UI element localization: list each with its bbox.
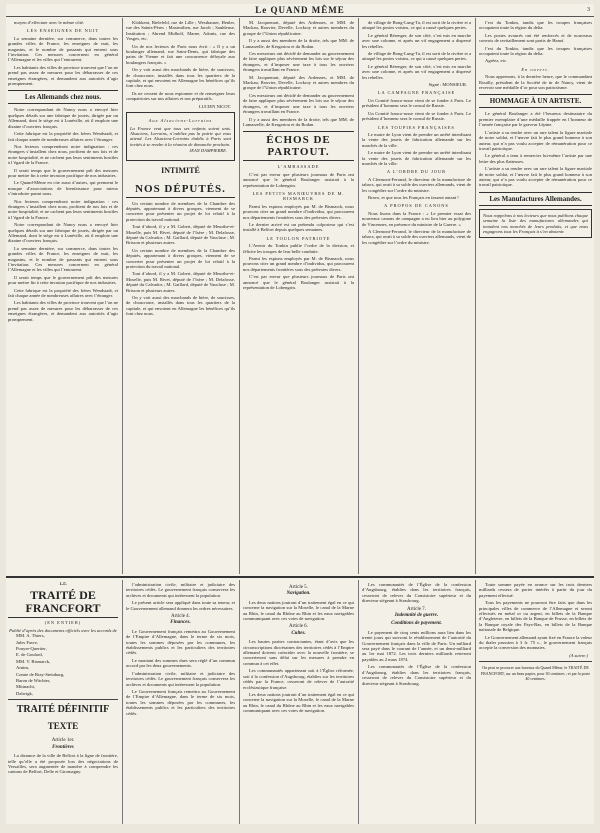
article-paragraph: l’est du Tonkin, tandis que les troupes françaises occupaient toute la région du delta. [479,20,592,31]
headline-deputes: NOS DÉPUTÉS. [126,181,235,198]
article-paragraph: de village de Bong-Lung-Ta, il est sorti de la rivière et a attaqué les postes voisins, ce qui a causé quelques pertes. [362,20,471,31]
article-paragraph: M. Jacquemart, député des Ardennes, et MM. de Mackau, Rouvier, Develle, Lockroy et autres membres du groupe de l’Union républicaine. [243,20,354,36]
column-4 [362,20,471,572]
article-paragraph: Ils ne cessent de nous espionner et de renseigner leurs compatriotes sur nos affaires et nos préparatifs. [126,90,235,102]
article-paragraph: Parmi les espions employés par M. de Bismarck, nous pouvons citer un grand nombre d’individus, qui parcourent nos départements frontières sous des prétextes divers. [243,256,354,272]
article-paragraph: Agréez, etc. [485,58,508,64]
article-paragraph: Les hautes parties contractantes, étant d’avis que les circonscriptions diocésaines des territoires cédés à l’Empire allemand doivent coïncider avec la nouvelle frontière, se concerteront sans délai sur les mesures à prendre en commun à cet effet. [243,639,354,666]
section-subhead: En ouvert. [521,66,550,72]
treaty-column-2 [126,582,235,822]
column-divider [122,580,123,824]
article-paragraph: Cette fabrique est la propriété des frères Wendstadt, et fait chaque année de nombreuses affaires avec l’étranger. [8,131,118,142]
article-paragraph: Un Comité franco-russe vient de se fonder à Paris. Le président d’honneur sera le consul de Russie. [362,110,471,122]
article-paragraph: Les habitants des villes de province trouvent que l’on ne prend pas assez de mesures pour les débarrasser de ces enseignes étrangères, et demandent aux autorités d’agir promptement. [8,300,118,322]
treaty-column [8,582,118,822]
purchase-note: On peut se procurer aux bureaux du Quand Même, le TRAITÉ DE FRANCFORT, sur un beau papier, pour 30 centimes ; et par la poste 40 centimes. [480,665,591,682]
column-1 [8,20,118,572]
page-number: 3 [587,7,590,13]
column-divider [239,18,240,574]
article-paragraph: La distance de la ville de Belfort à la ligne de frontière, telle qu’elle a été proposée lors des négociations de Versailles, sera augmentée de manière à comprendre les cantons de Belfort, Delle et Giromagny. [8,753,118,775]
column-3 [243,20,354,572]
article-paragraph: Il y a aussi des membres de la droite, tels que MM. de Lamarzelle, de Kergariou et du Bodan. [243,38,354,49]
notice-box [126,112,235,160]
section-subhead: LES TOUPIES FRANÇAISES [378,124,455,130]
article-paragraph: Klokkeni, Bielefeld, rue de Lille ; Westhauser, Henler, rue des Saints-Pères ; Maximilien, rue Jacob ; Sauhleuse, Institution ; Ahrend Midholf, Marne, Adonis, rue des Vosges, etc. [126,20,235,42]
treaty-column-3 [243,582,354,822]
article-paragraph: Le Quand-Même en cite aussi d’autres, qui prennent le masque d’associations de bienfaisance pour mieux s’introduire parmi nous. [8,180,118,197]
treaty-le: LE [59,582,67,587]
article-paragraph: l’administration civile, militaire et judiciaire des territoires cédés. Le gouvernement français conservera les archives et documents qui intéressent la population. [126,670,235,687]
headline-hommage: HOMMAGE À UN ARTISTE. [479,94,592,108]
article-number: Article 1er. [51,738,75,744]
article-paragraph: Le maire de Lyon vient de prendre un arrêté interdisant la vente des jouets de fabrication allemande sur les marchés de la ville. [362,150,471,166]
article-paragraph: On y voit aussi des marchands de bière, de saucisses, de choucroute, installés dans tous les quartiers de la capitale, et qui envoient en Allemagne les bénéfices qu’ils font chez nous. [126,295,235,317]
article-paragraph: Le Gouvernement français remettra au Gouvernement de l’Empire d’Allemagne, dans le terme de six mois, toutes les sommes déposées par les communes, les établissements publics et les particuliers des territoires cédés. [126,688,235,716]
article-paragraph: L’artiste a su rendre avec un rare talent la figure martiale de notre soldat, et l’œuvre fait le plus grand honneur à son auteur, qui n’a pas voulu accepter de rémunération pour ce travail patriotique. [479,166,592,188]
column-divider [475,580,476,824]
article-number: Article 6. [289,624,308,630]
article-paragraph: Les deux nations jouiront d’un traitement égal en ce qui concerne la navigation sur la Moselle, le canal de la Marne au Rhin, le canal du Rhône au Rhin et les eaux navigables communiquant avec ces voies de navigation. [243,599,354,622]
article-paragraph: L’Avenir du Tonkin publie l’ordre de la division, et félicite les troupes de leur belle conduite. [243,243,354,254]
article-paragraph: Un certain nombre de membres de la Chambre des députés, appartenant à divers groupes, viennent de se concerter pour présenter un projet de loi relatif à la protection du travail national. [126,247,235,269]
article-paragraph: Tout d’abord, il y a M. Gobert, député de Meurthe-et-Moselle, puis M. Rivet, député de l’Isère ; M. Delafosse, député du Calvados ; M. Gaillard, député de Vaucluse ; M. Brisson et plusieurs autres. [126,224,235,246]
article-paragraph: Il serait temps que le gouvernement prît des mesures pour mettre fin à cette invasion pacifique de nos industries. [8,167,118,178]
section-subhead: LES ENSEIGNES DE NUIT [26,28,100,34]
article-paragraph: Un certain nombre de membres de la Chambre des députés, appartenant à divers groupes, viennent de se concerter pour présenter un projet de loi relatif à la protection du travail national. [126,200,235,222]
article-paragraph: Les communautés appartenant soit à l’Église réformée, soit à la confession d’Augsbourg, établies sur les territoires cédés par la France, cesseront de relever de l’autorité ecclésiastique française. [243,668,354,690]
article-paragraph: M. Jacquemart, député des Ardennes, et MM. de Mackau, Rouvier, Develle, Lockroy et autres membres du groupe de l’Union républicaine. [243,74,354,91]
signatory: Comte de Bray-Steinburg, [16,671,65,677]
headline-manufactures: Les Manufactures Allemandes. [479,192,592,206]
article-paragraph: Notre correspondant de Nancy nous a envoyé hier quelques détails sur une fabrique de jouets, dirigée par un Allemand, dont le siège est à Lunéville, où il emploie une dizaine d’ouvriers français. [8,107,118,129]
column-divider [122,18,123,574]
headline-echos: ÉCHOS DE PARTOUT. [243,131,354,161]
treaty-definitive-title: TRAITÉ DÉFINITIF [16,704,110,716]
manufactures-notice-box: Nous rappelons à nos lecteurs que nous publions chaque semaine la liste des manufactures allemandes qui inondent nos marchés de leurs produits, et que nous engageons tous les Français à s’en abstenir. [479,209,592,239]
section-subhead: L’AMBASSADE [277,164,320,170]
signature: Signé : MONSIEUR. [428,82,467,88]
column-divider [475,18,476,574]
signatory-head: MM. A. Thiers, [16,633,45,639]
divider [479,661,592,662]
article-paragraph: Un de nos lecteurs de Paris nous écrit : « Il y a un boulanger allemand, rue Saint-Denis, qui fabrique des pains de Vienne et fait une concurrence déloyale aux boulangers français. » [126,43,235,65]
article-paragraph: Ces messieurs ont décidé de demander au gouvernement de faire appliquer plus sévèrement les lois sur le séjour des étrangers, et d’imposer une taxe à tous les ouvriers étrangers travaillant en France. [243,92,354,115]
article-paragraph: C’est par erreur que plusieurs journaux de Paris ont annoncé que le général Boulanger assistait à la représentation de Lohengrin. [243,171,354,188]
signatories-french [8,633,118,696]
article-heading: Conditions de payement. [391,621,442,627]
article-paragraph: A Clermont-Ferrand, le directeur de la manufacture de tabacs, qui avait à sa solde des ouvriers allemands, vient de les congédier sur l’ordre du ministre. [362,176,471,193]
article-heading: Cultes. [291,630,306,636]
section-subhead: LES PETITS MANŒUVRES DE M. BISMARCK [252,190,345,202]
treaty-text-label: TEXTE [47,721,79,732]
article-paragraph: Nous lisons dans la France : « Le premier essai des nouveaux canons de campagne a eu lieu hier au polygone de Vincennes, en présence du ministre de la Guerre. » [362,210,471,227]
masthead-title: Le QUAND MÊME [255,5,345,15]
article-paragraph: Le dernier arrivé est un prétendu colporteur qui s’est installé à Belfort depuis quelques semaines. [243,221,354,233]
headline-intimite: INTIMITÉ [161,165,200,175]
treaty-column-4 [362,582,471,822]
headline-allemands: Les Allemands chez nous. [8,90,118,104]
article-paragraph: Parmi les espions employés par M. de Bismarck, nous pouvons citer un grand nombre d’individus, qui parcourent nos départements frontières sous des prétextes divers. [243,203,354,220]
column-divider [358,18,359,574]
article-heading: Navigation. [286,591,311,597]
signatory: Dalwigk, [16,690,33,696]
article-paragraph: Les deux nations jouiront d’un traitement égal en ce qui concerne la navigation sur la Moselle, le canal de la Marne au Rhin, le canal du Rhône au Rhin et les eaux navigables communiquant avec ces voies de navigation. [243,691,354,714]
article-paragraph: Le général Boulanger a été l’heureux destinataire du premier exemplaire d’une médaille frappée en l’honneur de l’armée française par le graveur Lépine. [479,111,592,128]
article-paragraph: Bravo, et que tous les Français en fassent autant ! [368,194,459,200]
article-paragraph: La semaine dernière, sur commerce, dans toutes les grandes villes de France, les enseignes de nuit, les magasins, et le nombre de passants qui entrent sous l’invitation. Ces mesures concernent en général l’Allemagne et les villes qui l’entourent. [8,245,118,273]
article-paragraph: Le général Bérenger, de son côté, s’est mis en marche avec une colonne, et après un vif engagement a dispersé les rebelles. [362,32,471,49]
article-paragraph: Tous les payements ne pourront être faits que dans les principales villes de commerce de l’Allemagne et seront effectués en métal or ou argent, en billets de la Banque d’Angleterre, en billets de la Banque de Prusse, en billets de la Banque royale des Pays-Bas, en billets de la Banque nationale de Belgique. [479,600,592,633]
article-paragraph: Le montant des sommes dues sera réglé d’un commun accord par les deux gouvernements. [126,657,235,669]
article-paragraph: Le Gouvernement allemand ayant fixé en France la valeur du thaler prussien à 3 fr. 75 c., le gouvernement français accepte la conversion des monnaies. [479,634,592,651]
masthead-bar [6,4,594,17]
signature: JEAN DAMPIERRE. [189,148,227,154]
article-paragraph: Nos lecteurs comprendront notre indignation : ces étrangers s’installent chez nous, profitent de nos lois et de notre hospitalité, et ne cachent pas leurs sentiments hostiles à l’égard de la France. [8,143,118,166]
section-subhead: A PROPOS DE CANONS [384,203,449,209]
notice-text: La France veut que tous ses enfants soient unis. Alsaciens, Lorrains, n’oubliez pas la patrie qui vous attend. Les Alsaciens-Lorrains établis à Paris sont invités à se rendre à la réunion de dimanche prochain. [130,125,231,147]
article-paragraph: Tout d’abord, il y a M. Gobert, député de Meurthe-et-Moselle, puis M. Rivet, député de l’Isère ; M. Delafosse, député du Calvados ; M. Gaillard, député de Vaucluse ; M. Brisson et plusieurs autres. [126,271,235,293]
article-heading: Indemnité de guerre. [394,613,439,619]
article-paragraph: Les postes avancés ont été renforcés et de nouveaux convois de ravitaillement sont partis de Hanoï. [479,32,592,44]
article-paragraph: l’est du Tonkin, tandis que les troupes françaises occupaient toute la région du delta. [479,45,592,57]
article-paragraph: Les habitants des villes de province trouvent que l’on ne prend pas assez de mesures pour les débarrasser de ces enseignes étrangères, et demandent aux autorités d’agir promptement. [8,64,118,87]
column-divider [358,580,359,824]
newspaper-page [6,4,594,824]
signature: LUCIEN NICOT. [198,103,231,109]
signatory-head: MM. V. Bismarck, [16,658,51,664]
section-subhead: A L’ORDRE DU JOUR [386,169,447,175]
article-paragraph: l’administration civile, militaire et judiciaire des territoires cédés. Le gouvernement français conservera les archives et documents qui intéressent la population. [126,582,235,598]
signatory: Mittnacht, [16,684,36,690]
article-number: Article 4. [171,614,190,620]
article-paragraph: C’est par erreur que plusieurs journaux de Paris ont annoncé que le général Boulanger assistait à la représentation de Lohengrin. [243,274,354,291]
signatory: E. de Goulard, [16,652,43,658]
article-paragraph: Un Comité franco-russe vient de se fonder à Paris. Le président d’honneur sera le consul de Russie. [362,97,471,109]
treaty-intro: Publié d’après des documents officiels avec les accords de [9,627,117,633]
article-paragraph: Le Gouvernement français remettra au Gouvernement de l’Empire d’Allemagne, dans le terme de six mois, toutes les sommes déposées par les communes, les établissements publics et les particuliers des territoires cédés. [126,628,235,656]
article-paragraph: Le présent article sera appliqué dans toute sa teneur, et le Gouvernement allemand donnera les ordres nécessaires. [126,600,235,611]
article-paragraph: de village de Bong-Lung-Ta, il est sorti de la rivière et a attaqué les postes voisins, ce qui a causé quelques pertes. [362,51,471,62]
section-subhead: LE TOULON PATRIOTE [266,235,331,241]
article-paragraph: Nos lecteurs comprendront notre indignation : ces étrangers s’installent chez nous, profitent de nos lois et de notre hospitalité, et ne cachent pas leurs sentiments hostiles à l’égard de la France. [8,198,118,220]
article-paragraph: Les communautés de l’Église de la confession d’Augsbourg, établies dans les territoires français, cesseront de relever du Consistoire supérieur et du directeur siégeant à Strasbourg. [362,664,471,686]
article-number: Article 5. [289,585,308,590]
article-paragraph: A Clermont-Ferrand, le directeur de la manufacture de tabacs, qui avait à sa solde des ouvriers allemands, vient de les congédier sur l’ordre du ministre. [362,229,471,245]
divider [8,699,118,700]
article-paragraph: Cette fabrique est la propriété des frères Wendstadt, et fait chaque année de nombreuses affaires avec l’étranger. [8,287,118,299]
article-paragraph: L’artiste a su rendre avec un rare talent la figure martiale de notre soldat, et l’œuvre fait le plus grand honneur à son auteur, qui n’a pas voulu accepter de rémunération pour ce travail patriotique. [479,129,592,151]
column-5 [479,20,592,572]
notice-title: Aux Alsaciens-Lorrains [148,118,213,124]
article-paragraph: moyen d’effectuer avec le même côté. [14,20,85,25]
article-paragraph: Les communautés de l’Église de la confession d’Augsbourg, établies dans les territoires français, cesseront de relever du Consistoire supérieur et du directeur siégeant à Strasbourg. [362,582,471,604]
article-paragraph: Ces messieurs ont décidé de demander au gouvernement de faire appliquer plus sévèrement les lois sur le séjour des étrangers, et d’imposer une taxe à tous les ouvriers étrangers travaillant en France. [243,51,354,73]
article-paragraph: On y voit aussi des marchands de bière, de saucisses, de choucroute, installés dans tous les quartiers de la capitale, et qui envoient en Allemagne les bénéfices qu’ils font chez nous. [126,67,235,89]
column-divider [239,580,240,824]
article-paragraph: Le maire de Lyon vient de prendre un arrêté interdisant la vente des jouets de fabrication allemande sur les marchés de la ville. [362,131,471,148]
signatory: Arnim, [16,665,30,671]
article-paragraph: Toute somme payée en avance sur les trois derniers milliards cessera de porter intérêts à partir du jour du payement effectué. [479,582,592,598]
article-paragraph: Nous apprenons, à la dernière heure, que le commandant Rouilly, président de la Société de tir de Nancy, vient de recevoir une médaille d’or pour son patriotisme. [479,74,592,91]
article-paragraph: Le payement de cinq cents millions aura lieu dans les trente jours qui suivront le rétablissement de l’autorité du Gouvernement français dans la ville de Paris. Un milliard sera payé dans le courant de l’année, et un demi-milliard au 1er mai 1872. Les trois derniers milliards resteront payables au 2 mars 1874. [362,629,471,662]
article-paragraph: Il y a aussi des membres de la droite, tels que MM. de Lamarzelle, de Kergariou et du Bodan. [243,116,354,127]
treaty-column-5 [479,582,592,822]
to-be-continued: (A suivre.) [569,652,588,658]
article-paragraph: Il serait temps que le gouvernement prît des mesures pour mettre fin à cette invasion pacifique de nos industries. [8,274,118,286]
article-paragraph: Le général a tenu à remercier lui-même l’artiste par une lettre des plus flatteuses. [479,153,592,164]
article-number: Article 7. [407,606,426,612]
treaty-title: TRAITÉ DE FRANCFORT [8,589,118,618]
section-divider [6,576,594,578]
column-2 [126,20,235,572]
signatory: Pouyer-Quertier, [16,646,47,652]
article-paragraph: Le général Bérenger, de son côté, s’est mis en marche avec une colonne, et après un vif engagement a dispersé les rebelles. [362,63,471,80]
article-paragraph: La semaine dernière, sur commerce, dans toutes les grandes villes de France, les enseignes de nuit, les magasins, et le nombre de passants qui entrent sous l’invitation. Ces mesures concernent en général l’Allemagne et les villes qui l’entourent. [8,35,118,63]
article-heading: Frontières [52,744,74,750]
signatory: Jules Favre, [16,639,38,645]
signatory: Baron de Wächter, [16,678,51,684]
article-heading: Finances. [170,620,191,626]
section-subhead: LA CAMPAGNE FRANÇAISE [377,90,456,96]
treaty-subtitle: (EN ENTIER) [44,620,82,626]
article-paragraph: Notre correspondant de Nancy nous a envoyé hier quelques détails sur une fabrique de jouets, dirigée par un Allemand, dont le siège est à Lunéville, où il emploie une dizaine d’ouvriers français. [8,222,118,244]
